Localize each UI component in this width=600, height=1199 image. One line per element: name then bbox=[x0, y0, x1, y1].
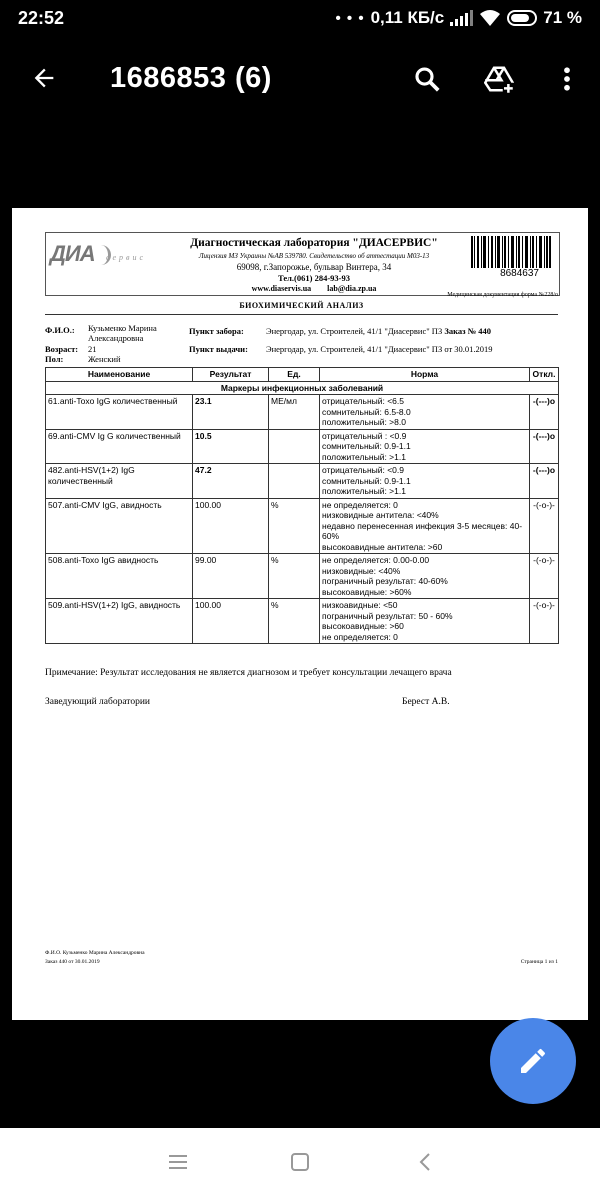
norm-line: пограничный результат: 50 - 60% bbox=[322, 610, 453, 621]
row-name: 61.anti-Toxo IgG количественный bbox=[46, 395, 193, 430]
footer-order: Заказ 440 от 30.01.2019 bbox=[45, 959, 100, 965]
row-name: 509.anti-HSV(1+2) IgG, авидность bbox=[46, 599, 193, 644]
drive-add-icon[interactable] bbox=[484, 64, 514, 94]
edit-pencil-icon bbox=[517, 1045, 549, 1077]
fio-label: Ф.И.О.: bbox=[45, 325, 75, 335]
home-square-icon[interactable] bbox=[288, 1150, 312, 1174]
norm-line: низкоавидные: <50 bbox=[322, 600, 398, 610]
table-row bbox=[46, 554, 559, 599]
lab-email: lab@dia.zp.ua bbox=[327, 284, 377, 293]
table-row bbox=[46, 464, 559, 499]
sex-label: Пол: bbox=[45, 354, 64, 364]
norm-line: положительный: >8.0 bbox=[322, 417, 406, 427]
divider bbox=[45, 314, 558, 315]
battery-icon bbox=[507, 10, 537, 26]
lab-license: Лицензия МЗ Украины №АВ 539780. Свидетельство об аттестации М03-13 bbox=[198, 252, 430, 260]
med-form-label: Медицинская документация форма №228/о bbox=[447, 292, 558, 298]
issue-label: Пункт выдачи: bbox=[189, 344, 248, 354]
norm-line: положительный: >1.1 bbox=[322, 486, 406, 496]
row-deviation: -(-о-)- bbox=[530, 554, 559, 599]
footer-fio: Ф.И.О. Кузьменко Марина Александровна bbox=[45, 950, 145, 956]
row-unit: МЕ/мл bbox=[269, 395, 320, 430]
back-arrow-icon[interactable] bbox=[30, 64, 58, 92]
patient-sex: Женский bbox=[88, 354, 121, 364]
norm-line: сомнительный: 0.9-1.1 bbox=[322, 475, 411, 486]
row-result: 23.1 bbox=[193, 395, 269, 430]
norm-line: недавно перенесенная инфекция 3-5 месяцев: 40-60% bbox=[322, 520, 523, 541]
norm-line: сомнительный: 6.5-8.0 bbox=[322, 406, 411, 417]
footer-page: Страница 1 из 1 bbox=[520, 959, 558, 965]
app-bar bbox=[0, 50, 600, 110]
row-unit: % bbox=[269, 498, 320, 554]
patient-name: Кузьменко Марина Александровна bbox=[88, 323, 157, 343]
row-result: 10.5 bbox=[193, 429, 269, 464]
norm-line: не определяется: 0 bbox=[322, 631, 398, 642]
header-deviation: Откл. bbox=[530, 368, 559, 382]
row-unit: % bbox=[269, 554, 320, 599]
lab-website: www.diaservis.ua bbox=[251, 284, 312, 293]
norm-line: сомнительный: 0.9-1.1 bbox=[322, 441, 411, 451]
row-norm bbox=[320, 464, 530, 499]
row-result: 100.00 bbox=[193, 498, 269, 554]
table-row bbox=[46, 429, 559, 464]
row-deviation: -(---)о bbox=[530, 429, 559, 464]
more-vert-icon[interactable] bbox=[552, 64, 582, 94]
section-title: Маркеры инфекционных заболеваний bbox=[46, 381, 559, 395]
row-deviation: -(-о-)- bbox=[530, 498, 559, 554]
lab-logo bbox=[50, 241, 160, 271]
row-unit bbox=[269, 429, 320, 464]
header-norm: Норма bbox=[320, 368, 530, 382]
order-number: Заказ № 440 bbox=[444, 326, 492, 336]
lab-header bbox=[45, 232, 560, 296]
lab-phone: Тел.(061) 284-93-93 bbox=[278, 273, 350, 283]
back-chevron-icon[interactable] bbox=[414, 1150, 438, 1174]
row-deviation: -(---)о bbox=[530, 395, 559, 430]
header-result: Результат bbox=[193, 368, 269, 382]
row-norm bbox=[320, 554, 530, 599]
header-name: Наименование bbox=[46, 368, 193, 382]
lab-contacts bbox=[164, 284, 464, 293]
norm-line: высокоавидные антитела: >60 bbox=[322, 541, 443, 552]
norm-line: высокоавидные: >60 bbox=[322, 621, 404, 631]
row-norm bbox=[320, 429, 530, 464]
barcode-icon bbox=[471, 236, 551, 268]
row-deviation: -(---)о bbox=[530, 464, 559, 499]
table-row bbox=[46, 599, 559, 644]
row-result: 47.2 bbox=[193, 464, 269, 499]
row-norm bbox=[320, 395, 530, 430]
status-right bbox=[336, 8, 583, 28]
row-result: 99.00 bbox=[193, 554, 269, 599]
issue-point: Энергодар, ул. Строителей, 41/1 "Диасервис" ПЗ от 30.01.2019 bbox=[266, 344, 493, 354]
search-icon[interactable] bbox=[412, 64, 442, 94]
analysis-title: БИОХИМИЧЕСКИЙ АНАЛИЗ bbox=[239, 301, 364, 310]
lab-address: 69098, г.Запорожье, бульвар Винтера, 34 bbox=[236, 262, 392, 272]
header-unit: Ед. bbox=[269, 368, 320, 382]
row-name: 482.anti-HSV(1+2) IgG количественный bbox=[46, 464, 193, 499]
table-header-row bbox=[46, 368, 559, 382]
row-deviation: -(-о-)- bbox=[530, 599, 559, 644]
logo-text: ДИА bbox=[50, 241, 95, 266]
norm-line: положительный: >1.1 bbox=[322, 451, 406, 462]
head-name: Берест А.В. bbox=[402, 697, 450, 707]
nav-bar bbox=[0, 1128, 600, 1199]
row-name: 69.anti-CMV Ig G количественный bbox=[46, 429, 193, 464]
row-norm bbox=[320, 599, 530, 644]
document-title: 1686853 (6) bbox=[110, 62, 272, 94]
collect-label: Пункт забора: bbox=[189, 326, 244, 336]
row-norm bbox=[320, 498, 530, 554]
norm-line: пограничный результат: 40-60% bbox=[322, 576, 448, 586]
norm-line: низковидные антитела: <40% bbox=[322, 510, 439, 520]
row-unit bbox=[269, 464, 320, 499]
barcode-number: 8684637 bbox=[500, 268, 539, 279]
head-label: Заведующий лаборатории bbox=[45, 697, 150, 707]
section-row bbox=[46, 381, 559, 395]
norm-line: высокоавидные: >60% bbox=[322, 586, 412, 597]
table-row bbox=[46, 395, 559, 430]
lab-title: Диагностическая лаборатория "ДИАСЕРВИС" bbox=[190, 237, 438, 249]
row-unit: % bbox=[269, 599, 320, 644]
collect-point: Энергодар, ул. Строителей, 41/1 "Диасервис" ПЗ Заказ № 440 bbox=[266, 326, 492, 336]
notification-dots: • • • bbox=[335, 9, 365, 27]
edit-fab-button[interactable] bbox=[490, 1018, 576, 1104]
row-name: 507.anti-CMV IgG, авидность bbox=[46, 498, 193, 554]
norm-line: отрицательный: <6.5 bbox=[322, 396, 405, 406]
norm-line: не определяется: 0.00-0.00 bbox=[322, 555, 430, 565]
row-name: 508.anti-Toxo IgG авидность bbox=[46, 554, 193, 599]
patient-age: 21 bbox=[88, 344, 97, 354]
note: Примечание: Результат исследования не является диагнозом и требует консультации лечащего врача bbox=[45, 668, 452, 678]
network-speed: 0,11 КБ/с bbox=[370, 8, 445, 27]
battery-percent: 71 % bbox=[543, 8, 582, 27]
age-label: Возраст: bbox=[45, 344, 79, 354]
norm-line: отрицательный: <0.9 bbox=[322, 465, 405, 475]
menu-icon[interactable] bbox=[166, 1150, 190, 1174]
row-result: 100.00 bbox=[193, 599, 269, 644]
norm-line: отрицательный : <0.9 bbox=[322, 430, 407, 441]
status-bar bbox=[0, 0, 600, 38]
norm-line: низковидные: <40% bbox=[322, 565, 401, 576]
signal-icon bbox=[450, 10, 473, 26]
logo-sub: сервис bbox=[106, 253, 147, 262]
norm-line: не определяется: 0 bbox=[322, 499, 398, 510]
wifi-icon bbox=[479, 9, 501, 27]
document-page[interactable] bbox=[12, 208, 588, 1020]
results-table bbox=[45, 367, 559, 644]
status-time: 22:52 bbox=[18, 8, 65, 28]
table-row bbox=[46, 498, 559, 554]
